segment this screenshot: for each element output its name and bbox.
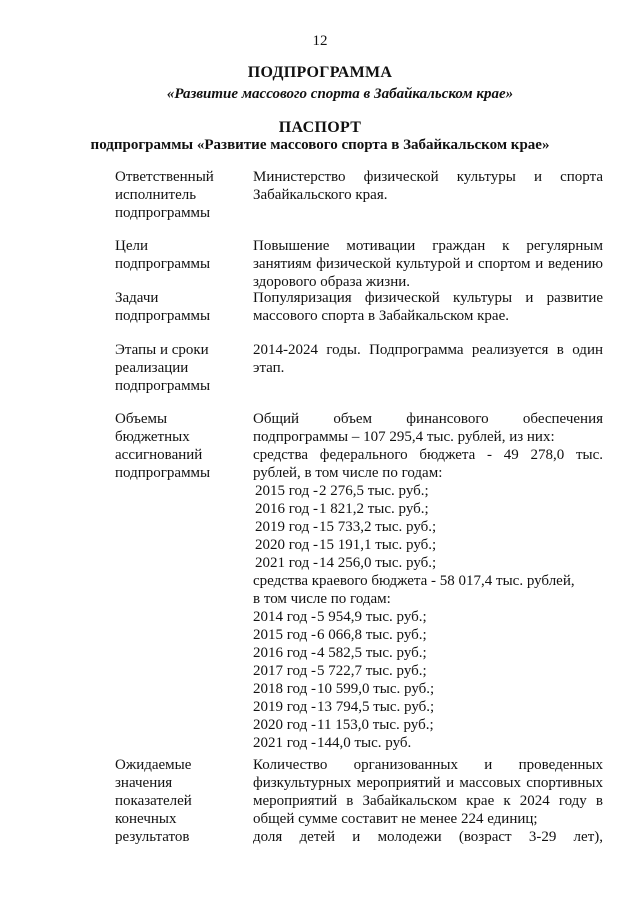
- content-line: Общий объем финансового обеспечения: [253, 411, 603, 427]
- year-amount: 13 794,5 тыс. руб.;: [317, 699, 435, 715]
- year-entry: [253, 608, 603, 626]
- content-line: средства федерального бюджета - 49 278,0 тыс.: [253, 447, 603, 463]
- year-entry: [253, 482, 603, 500]
- content-line: Министерство физической культуры и спорта: [253, 169, 603, 185]
- label-line: конечных: [115, 811, 177, 827]
- label-line: подпрограммы: [115, 256, 211, 272]
- row-content: [253, 237, 603, 291]
- year-amount: 15 733,2 тыс. руб.;: [319, 519, 437, 535]
- year-label: 2020 год -: [253, 717, 316, 733]
- federal-years-list: [253, 482, 603, 572]
- content-line: этап.: [253, 360, 285, 376]
- year-label: 2021 год -: [253, 735, 316, 751]
- year-entry: [253, 734, 603, 752]
- row-label: [115, 168, 245, 222]
- year-label: 2019 год -: [253, 699, 316, 715]
- content-line: здорового образа жизни.: [253, 274, 411, 290]
- label-line: Цели: [115, 238, 149, 254]
- subprogram-heading: ПОДПРОГРАММА: [247, 64, 393, 81]
- row-label: [115, 289, 245, 325]
- year-amount: 4 582,5 тыс. руб.;: [317, 645, 427, 661]
- label-line: Этапы и сроки: [115, 342, 209, 358]
- content-line: занятиям физической культурой и спортом и ведению: [253, 256, 603, 272]
- year-entry: [253, 680, 603, 698]
- year-label: 2021 год -: [255, 555, 318, 571]
- passport-subtitle: подпрограммы «Развитие массового спорта в Забайкальском крае»: [90, 137, 550, 153]
- year-entry: [253, 662, 603, 680]
- year-entry: [253, 626, 603, 644]
- content-line: средства краевого бюджета - 58 017,4 тыс. рублей,: [253, 573, 575, 589]
- row-content: [253, 289, 603, 325]
- content-line: Популяризация физической культуры и развитие: [253, 290, 603, 306]
- content-line: 2014-2024 годы. Подпрограмма реализуется в один: [253, 342, 603, 358]
- row-label: [115, 756, 245, 846]
- label-line: Ответственный: [115, 169, 214, 185]
- subprogram-subtitle: «Развитие массового спорта в Забайкальском крае»: [166, 86, 514, 102]
- label-line: реализации: [115, 360, 189, 376]
- year-label: 2019 год -: [255, 519, 318, 535]
- label-line: результатов: [115, 829, 190, 845]
- label-line: Ожидаемые: [115, 757, 192, 773]
- label-line: бюджетных: [115, 429, 190, 445]
- page-number: 12: [312, 33, 328, 49]
- year-amount: 6 066,8 тыс. руб.;: [317, 627, 427, 643]
- label-line: подпрограммы: [115, 205, 211, 221]
- regional-years-list: [253, 608, 603, 752]
- year-amount: 5 954,9 тыс. руб.;: [317, 609, 427, 625]
- label-line: подпрограммы: [115, 465, 211, 481]
- row-label: [115, 410, 245, 482]
- label-line: значения: [115, 775, 173, 791]
- year-label: 2015 год -: [255, 483, 318, 499]
- content-line: Количество организованных и проведенных: [253, 757, 603, 773]
- year-amount: 14 256,0 тыс. руб.;: [319, 555, 437, 571]
- content-line: мероприятий в Забайкальском крае к 2024 году в: [253, 793, 603, 809]
- row-content: [253, 756, 603, 846]
- passport-heading: ПАСПОРТ: [278, 119, 362, 136]
- content-line: подпрограммы – 107 295,4 тыс. рублей, из них:: [253, 429, 555, 445]
- year-amount: 144,0 тыс. руб.: [317, 735, 412, 751]
- content-line: массового спорта в Забайкальском крае.: [253, 308, 509, 324]
- year-entry: [253, 554, 603, 572]
- label-line: подпрограммы: [115, 308, 211, 324]
- content-line: Повышение мотивации граждан к регулярным: [253, 238, 603, 254]
- content-line: Забайкальского края.: [253, 187, 388, 203]
- year-amount: 11 153,0 тыс. руб.;: [317, 717, 434, 733]
- row-content: [253, 341, 603, 377]
- row-label: [115, 237, 245, 273]
- label-line: Задачи: [115, 290, 159, 306]
- year-label: 2016 год -: [255, 501, 318, 517]
- row-content: [253, 410, 603, 752]
- year-label: 2016 год -: [253, 645, 316, 661]
- label-line: подпрограммы: [115, 378, 211, 394]
- content-line: в том числе по годам:: [253, 591, 391, 607]
- label-line: показателей: [115, 793, 192, 809]
- label-line: ассигнований: [115, 447, 203, 463]
- year-label: 2017 год -: [253, 663, 316, 679]
- year-amount: 2 276,5 тыс. руб.;: [319, 483, 429, 499]
- year-label: 2018 год -: [253, 681, 316, 697]
- row-content: [253, 168, 603, 204]
- year-entry: [253, 536, 603, 554]
- year-label: 2020 год -: [255, 537, 318, 553]
- year-entry: [253, 716, 603, 734]
- year-entry: [253, 644, 603, 662]
- label-line: исполнитель: [115, 187, 197, 203]
- content-line: доля детей и молодежи (возраст 3-29 лет),: [253, 829, 603, 845]
- year-amount: 10 599,0 тыс. руб.;: [317, 681, 435, 697]
- content-line: физкультурных мероприятий и массовых спортивных: [253, 775, 603, 791]
- row-label: [115, 341, 245, 395]
- year-label: 2015 год -: [253, 627, 316, 643]
- year-amount: 1 821,2 тыс. руб.;: [319, 501, 429, 517]
- year-amount: 5 722,7 тыс. руб.;: [317, 663, 427, 679]
- year-entry: [253, 500, 603, 518]
- content-line: рублей, в том числе по годам:: [253, 465, 443, 481]
- year-entry: [253, 698, 603, 716]
- label-line: Объемы: [115, 411, 168, 427]
- year-entry: [253, 518, 603, 536]
- year-label: 2014 год -: [253, 609, 316, 625]
- year-amount: 15 191,1 тыс. руб.;: [319, 537, 437, 553]
- content-line: общей сумме составит не менее 224 единиц;: [253, 811, 538, 827]
